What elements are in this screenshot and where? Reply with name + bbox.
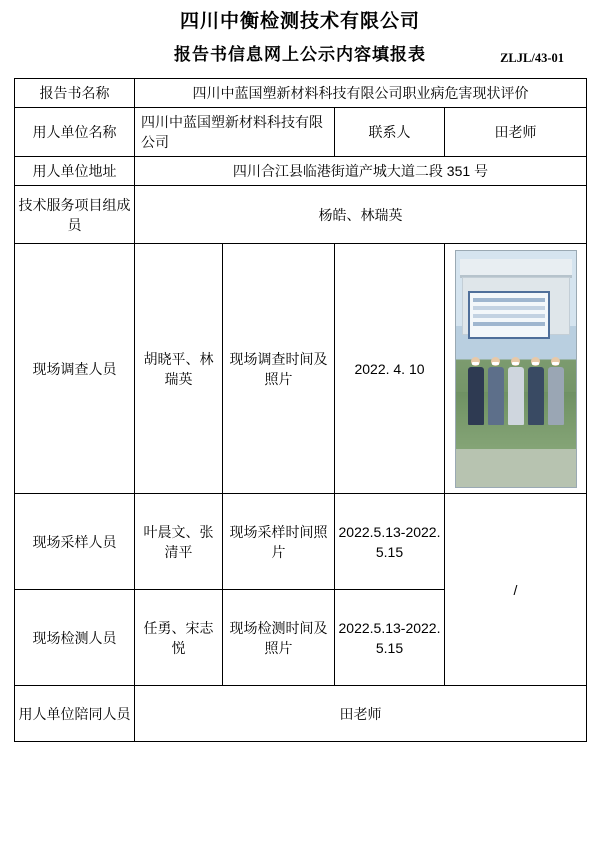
row-label-contact: 联系人 <box>335 108 445 157</box>
row-label-sampling-staff: 现场采样人员 <box>15 494 135 590</box>
row-label-accompanying-staff: 用人单位陪同人员 <box>15 686 135 742</box>
row-value-accompanying-staff: 田老师 <box>135 686 587 742</box>
row-value-survey-date: 2022. 4. 10 <box>335 244 445 494</box>
row-value-testing-persons: 任勇、宋志悦 <box>135 590 223 686</box>
form-title-row <box>14 42 586 72</box>
photo-person <box>548 357 564 425</box>
photo-path <box>456 449 576 487</box>
table-row <box>15 686 587 742</box>
table-row <box>15 79 587 108</box>
table-row <box>15 186 587 244</box>
document-header <box>14 0 586 72</box>
row-label-sampling-time: 现场采样时间照片 <box>223 494 335 590</box>
row-label-survey-time: 现场调查时间及照片 <box>223 244 335 494</box>
company-title: 四川中衡检测技术有限公司 <box>179 11 420 32</box>
site-survey-photo-image <box>455 250 577 488</box>
row-value-survey-persons: 胡晓平、林瑞英 <box>135 244 223 494</box>
report-info-table <box>14 78 587 742</box>
row-value-contact: 田老师 <box>445 108 587 157</box>
row-value-report-name: 四川中蓝国塑新材料科技有限公司职业病危害现状评价 <box>135 79 587 108</box>
table-row <box>15 494 587 590</box>
table-row <box>15 244 587 494</box>
row-value-project-team: 杨皓、林瑞英 <box>135 186 587 244</box>
row-value-employer-name: 四川中蓝国塑新材料科技有限公司 <box>135 108 335 157</box>
photo-canopy <box>460 259 572 278</box>
row-value-sampling-date: 2022.5.13-2022.5.15 <box>335 494 445 590</box>
table-row <box>15 108 587 157</box>
form-title: 报告书信息网上公示内容填报表 <box>174 45 426 64</box>
no-photo-placeholder: / <box>445 494 587 686</box>
photo-person <box>528 357 544 425</box>
row-value-testing-date: 2022.5.13-2022.5.15 <box>335 590 445 686</box>
photo-person <box>508 357 524 425</box>
photo-notice-board <box>468 291 550 339</box>
document-code: ZLJL/43-01 <box>500 51 564 65</box>
row-label-testing-staff: 现场检测人员 <box>15 590 135 686</box>
row-value-sampling-persons: 叶晨文、张清平 <box>135 494 223 590</box>
row-label-project-team: 技术服务项目组成员 <box>15 186 135 244</box>
photo-person <box>488 357 504 425</box>
table-row <box>15 157 587 186</box>
row-value-employer-address: 四川合江县临港街道产城大道二段 351 号 <box>135 157 587 186</box>
row-label-employer-name: 用人单位名称 <box>15 108 135 157</box>
row-label-testing-time: 现场检测时间及照片 <box>223 590 335 686</box>
row-label-report-name: 报告书名称 <box>15 79 135 108</box>
row-label-employer-address: 用人单位地址 <box>15 157 135 186</box>
site-survey-photo <box>445 244 587 494</box>
row-label-survey-staff: 现场调查人员 <box>15 244 135 494</box>
photo-person <box>468 357 484 425</box>
